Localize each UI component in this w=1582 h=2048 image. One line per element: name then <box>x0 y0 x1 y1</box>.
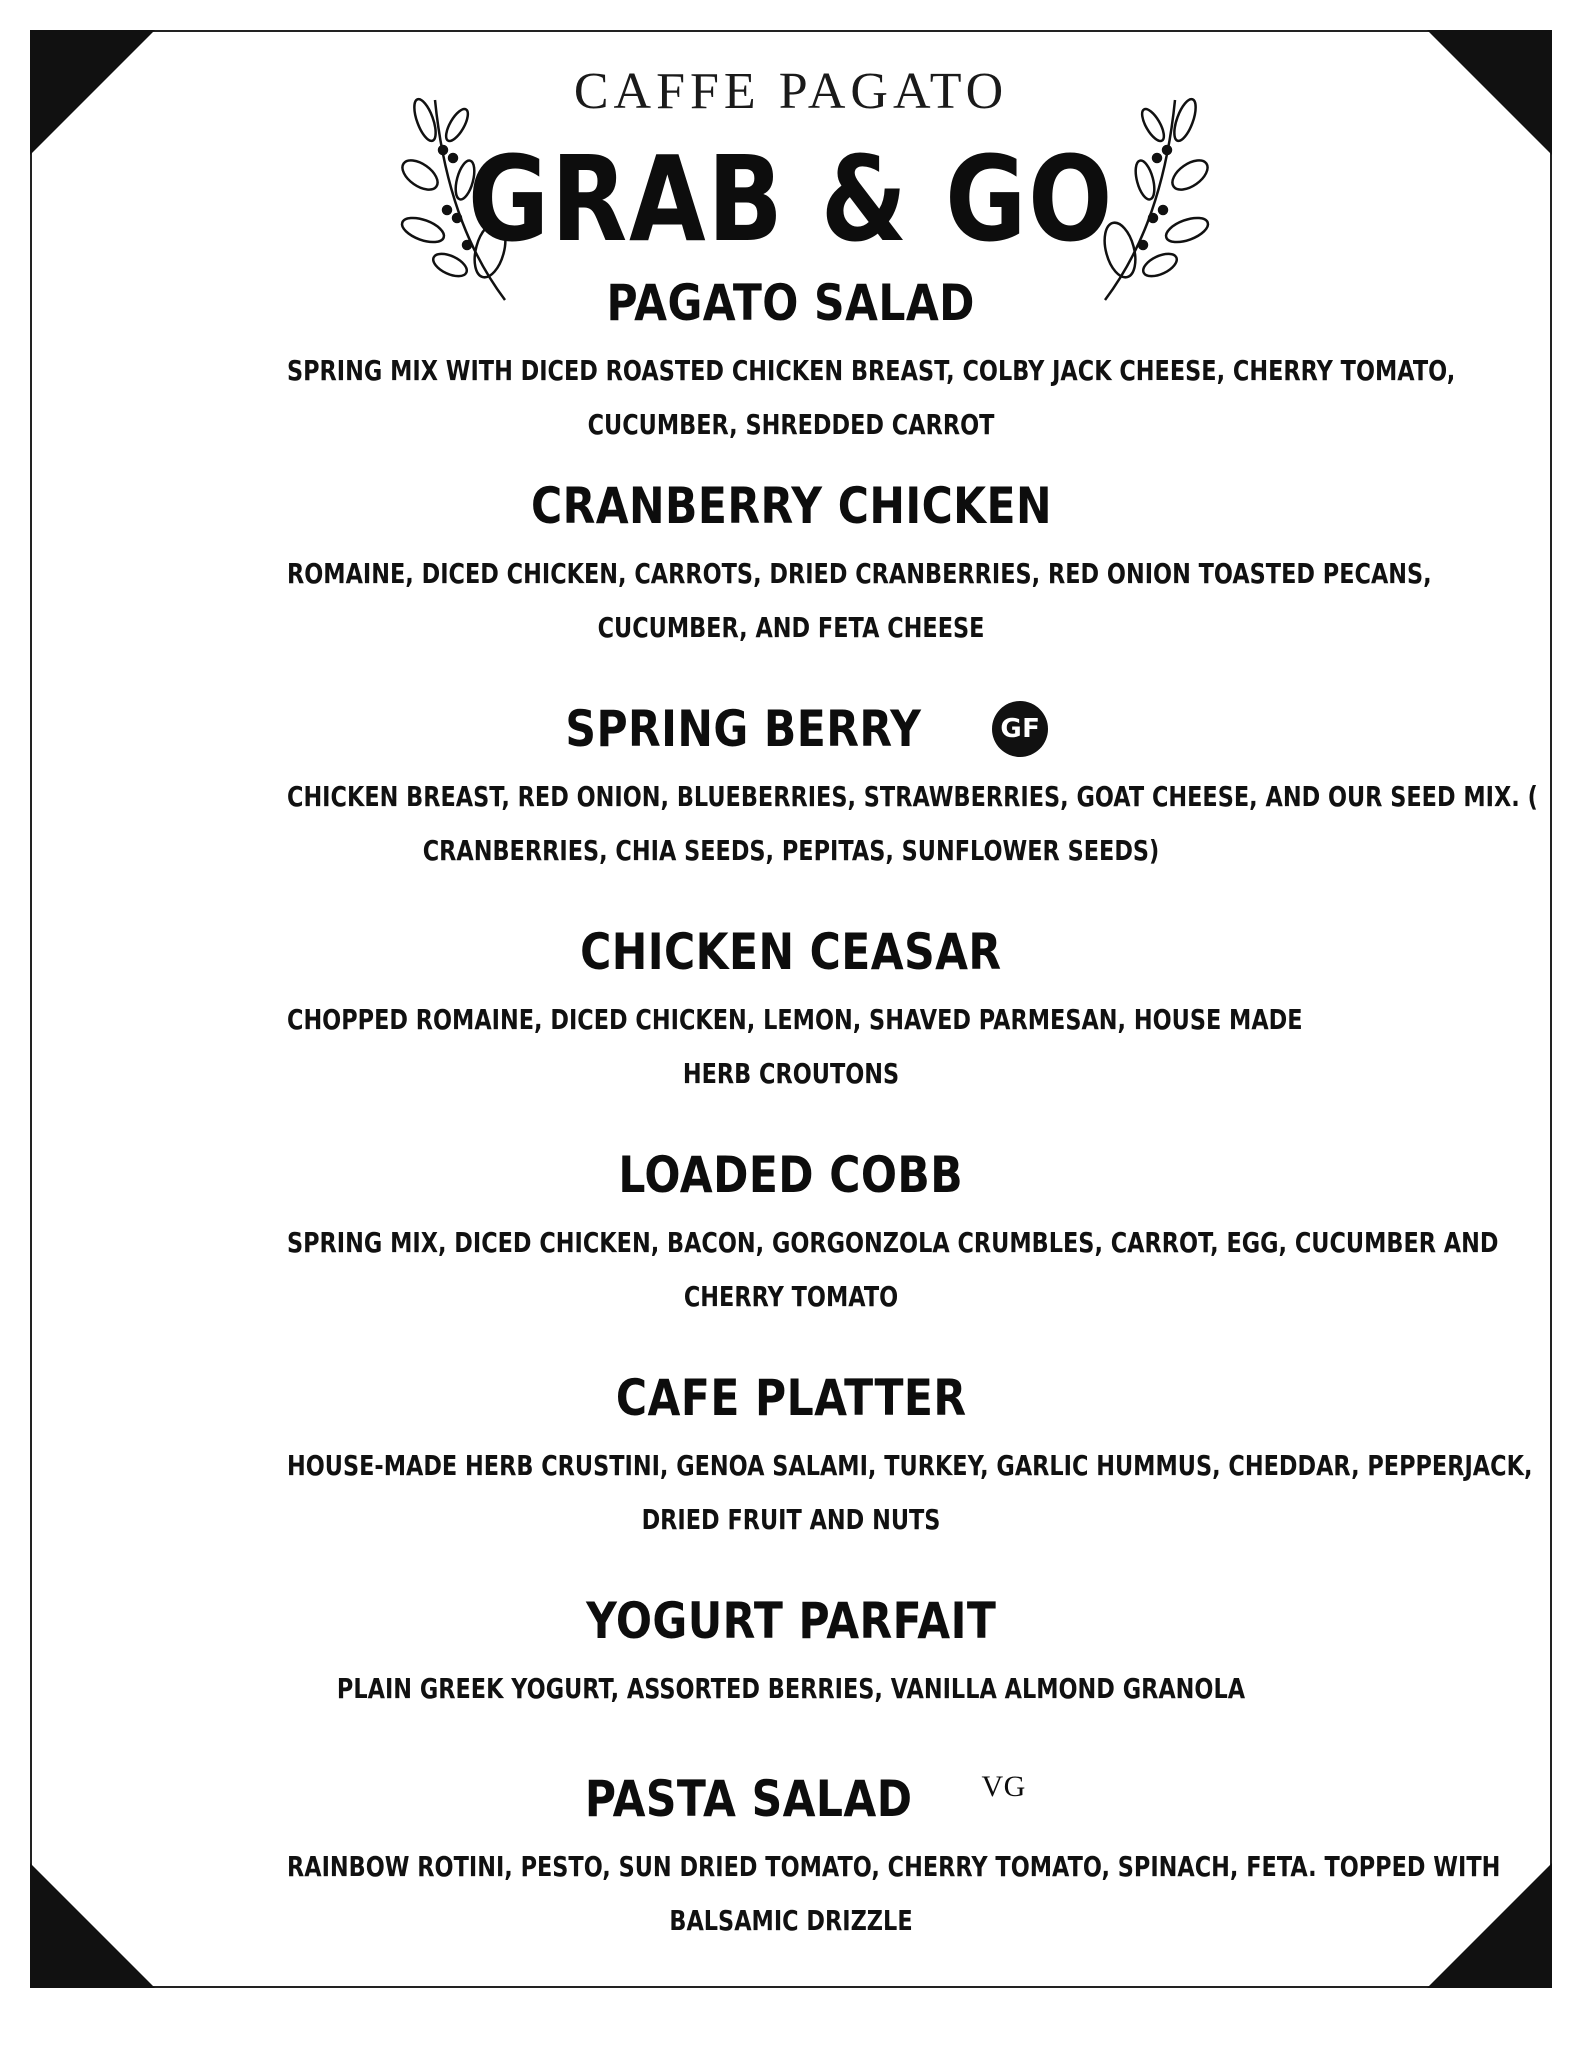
menu-item <box>0 917 1582 1140</box>
description-line: RAINBOW ROTINI, PESTO, SUN DRIED TOMATO, CHERRY TOMATO, SPINACH, FETA. TOPPED WITH <box>287 1850 1501 1883</box>
item-description <box>287 547 1432 655</box>
item-name: CHICKEN CEASAR <box>580 923 1002 981</box>
menu-header <box>0 60 1582 300</box>
item-title <box>534 694 1049 764</box>
menu-items <box>0 268 1582 1964</box>
item-title <box>550 1586 1032 1656</box>
menu-item <box>0 471 1582 694</box>
gluten-free-badge: GF <box>992 701 1048 757</box>
item-description <box>287 1662 1295 1716</box>
item-description <box>287 770 1538 878</box>
menu-title: GRAB & GO <box>467 130 1115 268</box>
description-line: SPRING MIX, DICED CHICKEN, BACON, GORGONZOLA CRUMBLES, CARROT, EGG, CUCUMBER AND <box>287 1226 1499 1259</box>
item-name: LOADED COBB <box>618 1146 964 1204</box>
item-description <box>287 1216 1499 1324</box>
item-description <box>287 1840 1501 1948</box>
description-line: CUCUMBER, AND FETA CHEESE <box>597 611 985 644</box>
item-name: SPRING BERRY <box>565 700 921 758</box>
menu-item <box>0 1764 1582 1964</box>
item-name: YOGURT PARFAIT <box>585 1592 997 1650</box>
description-line: CHICKEN BREAST, RED ONION, BLUEBERRIES, STRAWBERRIES, GOAT CHEESE, AND OUR SEED MIX. ( <box>287 780 1538 813</box>
description-line: ROMAINE, DICED CHICKEN, CARROTS, DRIED CRANBERRIES, RED ONION TOASTED PECANS, <box>287 557 1432 590</box>
item-title <box>574 268 1007 338</box>
item-title <box>556 1764 1026 1834</box>
item-name: CRANBERRY CHICKEN <box>530 477 1052 535</box>
item-name: PAGATO SALAD <box>606 274 976 332</box>
description-line: CHOPPED ROMAINE, DICED CHICKEN, LEMON, SHAVED PARMESAN, HOUSE MADE <box>287 1003 1303 1036</box>
item-title <box>588 1140 993 1210</box>
description-line: CUCUMBER, SHREDDED CARROT <box>587 408 995 441</box>
item-title <box>485 471 1098 541</box>
item-name: PASTA SALAD <box>585 1770 913 1828</box>
item-description <box>287 1439 1533 1547</box>
description-line: SPRING MIX WITH DICED ROASTED CHICKEN BREAST, COLBY JACK CHEESE, CHERRY TOMATO, <box>287 354 1456 387</box>
item-description <box>287 344 1456 452</box>
item-title <box>543 917 1039 987</box>
description-line: DRIED FRUIT AND NUTS <box>641 1503 941 1536</box>
menu-item <box>0 694 1582 917</box>
description-line: CHERRY TOMATO <box>683 1280 899 1313</box>
vegetarian-tag: VG <box>981 1770 1026 1803</box>
description-line: HOUSE-MADE HERB CRUSTINI, GENOA SALAMI, TURKEY, GARLIC HUMMUS, CHEDDAR, PEPPERJACK, <box>287 1449 1533 1482</box>
description-line: BALSAMIC DRIZZLE <box>669 1904 913 1937</box>
item-name: CAFE PLATTER <box>615 1369 967 1427</box>
menu-item <box>0 268 1582 471</box>
cafe-name: CAFFE PAGATO <box>573 63 1009 120</box>
description-line: HERB CROUTONS <box>682 1057 900 1090</box>
menu-item <box>0 1586 1582 1764</box>
item-description <box>287 993 1303 1101</box>
menu-item <box>0 1140 1582 1363</box>
description-line: PLAIN GREEK YOGURT, ASSORTED BERRIES, VANILLA ALMOND GRANOLA <box>336 1672 1246 1705</box>
item-title <box>585 1363 997 1433</box>
menu-item <box>0 1363 1582 1586</box>
description-line: CRANBERRIES, CHIA SEEDS, PEPITAS, SUNFLOWER SEEDS) <box>422 834 1160 867</box>
